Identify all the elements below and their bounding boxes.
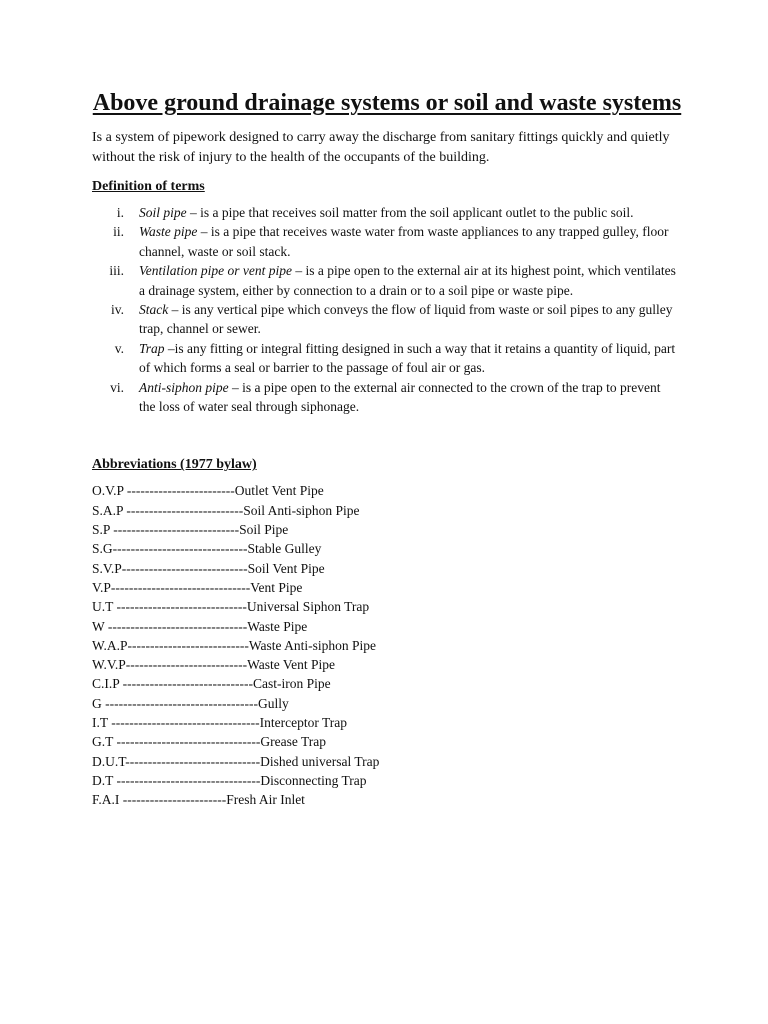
definition-term: Stack — [139, 302, 169, 318]
abbreviations-heading: Abbreviations (1977 bylaw) — [92, 457, 257, 473]
definition-number: v. — [114, 340, 124, 356]
abbreviation-row: S.G------------------------------Stable Gulley — [92, 541, 322, 557]
abbreviation-row: W.A.P---------------------------Waste Anti-siphon Pipe — [92, 637, 377, 653]
definition-number: iii. — [109, 263, 124, 279]
definition-number: iv. — [111, 302, 124, 318]
abbreviation-row: G.T --------------------------------Grease Trap — [92, 734, 326, 750]
abbreviations-list — [92, 481, 682, 809]
abbreviation-row: F.A.I -----------------------Fresh Air Inlet — [92, 792, 305, 808]
definitions-list — [92, 203, 682, 416]
abbreviation-row: D.U.T------------------------------Dished universal Trap — [92, 753, 380, 769]
abbreviation-row: G ----------------------------------Gully — [92, 695, 289, 711]
definitions-heading: Definition of terms — [92, 179, 205, 194]
abbreviation-row: W -------------------------------Waste Pipe — [92, 618, 308, 634]
definition-item — [92, 339, 682, 378]
definition-number: ii. — [113, 224, 124, 240]
definition-text: – is a pipe that receives waste water from waste appliances to any trapped gulley, floor channel, waste or soil stack. — [139, 224, 669, 259]
definition-number: vi. — [110, 379, 124, 395]
abbreviation-row: W.V.P---------------------------Waste Vent Pipe — [92, 657, 336, 673]
definition-term: Ventilation pipe or vent pipe — [139, 263, 292, 279]
abbreviation-row: S.V.P----------------------------Soil Vent Pipe — [92, 560, 325, 576]
definition-item — [92, 222, 682, 261]
abbreviation-row: C.I.P -----------------------------Cast-iron Pipe — [92, 676, 331, 692]
abbreviation-row: O.V.P ------------------------Outlet Vent Pipe — [92, 483, 324, 499]
definition-body — [139, 378, 679, 417]
abbreviation-row: S.A.P --------------------------Soil Anti-siphon Pipe — [92, 502, 360, 518]
abbreviation-row: I.T ---------------------------------Interceptor Trap — [92, 715, 347, 731]
abbreviation-row: D.T --------------------------------Disconnecting Trap — [92, 772, 367, 788]
definition-body — [139, 339, 679, 378]
definition-item — [92, 203, 682, 222]
definition-item — [92, 300, 682, 339]
definition-text: – is any vertical pipe which conveys the flow of liquid from waste or soil pipes to any gulley trap, channel or sewer. — [139, 302, 673, 337]
definition-item — [92, 261, 682, 300]
definition-term: Waste pipe — [139, 224, 198, 240]
definition-number: i. — [116, 205, 124, 220]
definition-term: Anti-siphon pipe — [139, 379, 229, 395]
page-title-text: Above ground drainage systems or soil and waste systems — [92, 90, 682, 116]
intro-paragraph: Is a system of pipework designed to carry away the discharge from sanitary fittings quickly and quietly without the risk of injury to the health of the occupants of the building. — [92, 130, 670, 165]
definition-body — [139, 222, 679, 261]
abbreviation-row: S.P ----------------------------Soil Pipe — [92, 522, 289, 538]
definition-body — [139, 203, 679, 222]
definition-term: Trap — [139, 340, 165, 356]
definition-text: – is a pipe open to the external air at its highest point, which ventilates a drainage system, either by connection to a drain or to a soil pipe or waste pipe. — [139, 263, 676, 298]
abbreviation-row: U.T -----------------------------Universal Siphon Trap — [92, 599, 370, 615]
document-page — [92, 86, 682, 810]
abbreviation-row: V.P-------------------------------Vent Pipe — [92, 579, 303, 595]
definition-body — [139, 261, 679, 300]
definition-body — [139, 300, 679, 339]
definition-text: – is a pipe open to the external air connected to the crown of the trap to prevent the loss of water seal through siphonage. — [139, 379, 661, 415]
definition-text: –is any fitting or integral fitting designed in such a way that it retains a quantity of liquid, part of which forms a seal or barrier to the passage of foul air or gas. — [139, 340, 676, 376]
definition-term: Soil pipe — [139, 205, 187, 220]
definition-item — [92, 378, 682, 417]
page-title — [92, 86, 682, 120]
definition-text: – is a pipe that receives soil matter from the soil applicant outlet to the public soil. — [186, 205, 634, 220]
